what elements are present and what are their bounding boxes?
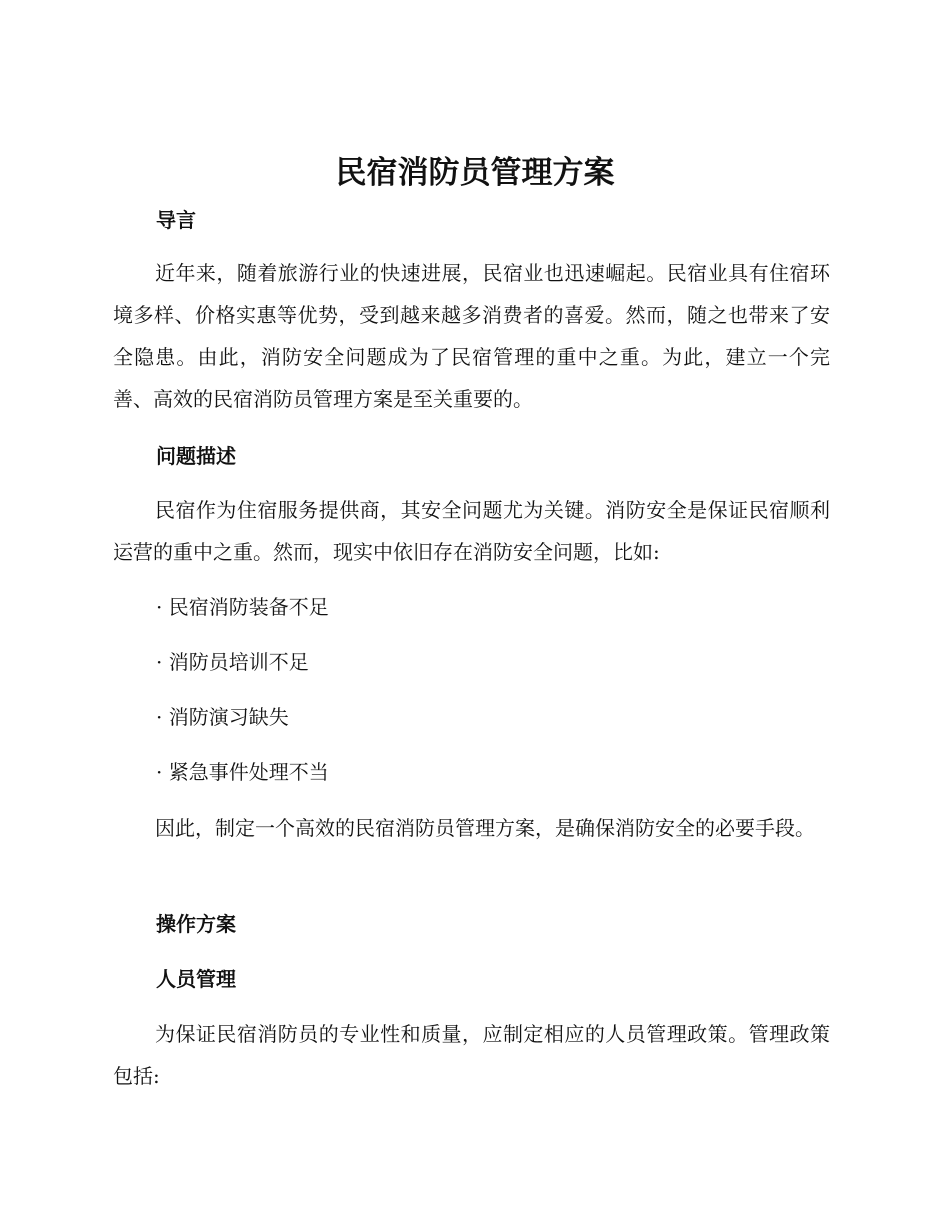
section-heading-operation: 操作方案 (156, 912, 236, 936)
list-item: · 消防演习缺失 (156, 705, 289, 729)
section-heading-personnel: 人员管理 (156, 967, 236, 991)
document-title: 民宿消防员管理方案 (335, 155, 615, 191)
list-item: · 紧急事件处理不当 (156, 760, 329, 784)
personnel-paragraph: 为保证民宿消防员的专业性和质量，应制定相应的人员管理政策。管理政策包括: (113, 1022, 830, 1088)
problem-conclusion-paragraph: 因此，制定一个高效的民宿消防员管理方案，是确保消防安全的必要手段。 (155, 816, 815, 840)
intro-paragraph: 近年来，随着旅游行业的快速进展，民宿业也迅速崛起。民宿业具有住宿环境多样、价格实惠等优势，受到越来越多消费者的喜爱。然而，随之也带来了安全隐患。由此，消防安全问题成为了民宿管理的重中之重。为此，建立一个完善、高效的民宿消防员管理方案是至关重要的。 (113, 261, 830, 411)
problem-paragraph: 民宿作为住宿服务提供商，其安全问题尤为关键。消防安全是保证民宿顺利运营的重中之重。然而，现实中依旧存在消防安全问题，比如: (113, 498, 830, 564)
list-item: · 民宿消防装备不足 (156, 595, 329, 619)
section-heading-problem: 问题描述 (156, 444, 236, 468)
list-item: · 消防员培训不足 (156, 650, 309, 674)
section-heading-intro: 导言 (156, 208, 196, 232)
